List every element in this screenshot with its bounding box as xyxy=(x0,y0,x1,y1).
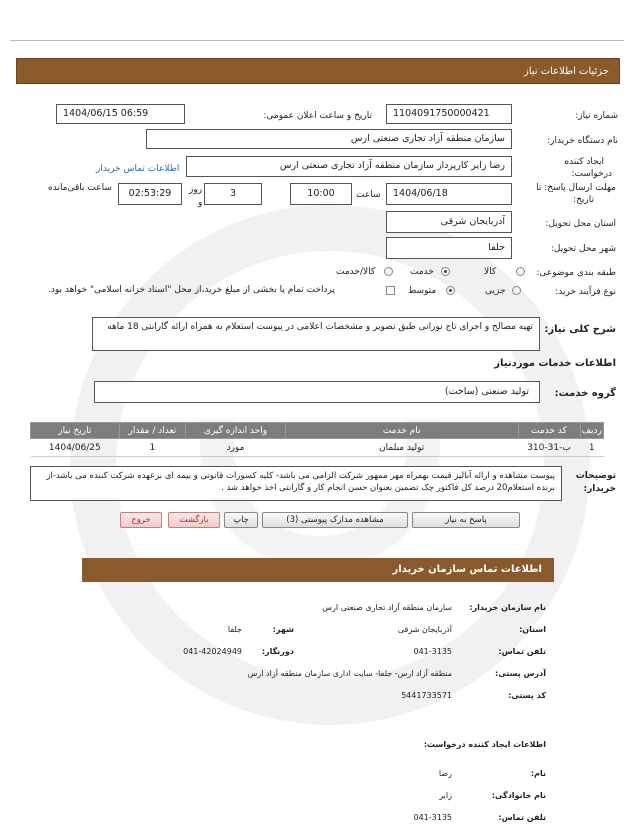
deadline-date-field: 1404/06/18 xyxy=(386,183,512,205)
process-option-medium: متوسط xyxy=(408,286,437,296)
service-group-label: گروه خدمت: xyxy=(554,388,616,399)
creator-family-value: زایر xyxy=(439,791,452,800)
contact-phone-value: 041-3135 xyxy=(413,647,452,656)
contact-phone-label: تلفن تماس: xyxy=(498,647,546,656)
buyer-notes-label-2: خریدار: xyxy=(583,484,616,494)
services-section-title: اطلاعات خدمات موردنیاز xyxy=(494,358,616,369)
contact-org-label: نام سازمان خریدار: xyxy=(469,603,546,612)
and-label: و xyxy=(198,198,203,208)
category-option-both: کالا/خدمت xyxy=(336,267,376,277)
creator-label-2: درخواست: xyxy=(571,169,612,179)
back-button[interactable]: بازگشت xyxy=(168,512,220,528)
process-radio-minor[interactable] xyxy=(512,286,521,295)
city-field: جلفا xyxy=(386,237,512,259)
need-number-field: 1104091750000421 xyxy=(386,104,512,124)
contact-city-value: جلفا xyxy=(227,625,242,634)
creator-field: رضا زایر کارپرداز سازمان منطقه آزاد تجاری صنعتی ارس xyxy=(186,156,512,177)
category-radio-goods[interactable] xyxy=(516,267,525,276)
deadline-label: مهلت ارسال پاسخ: تا xyxy=(536,183,616,193)
description-label: شرح کلی نیاز: xyxy=(544,324,616,335)
city-label: شهر محل تحویل: xyxy=(550,244,616,254)
days-field: 3 xyxy=(204,183,262,205)
cell-unit: مورد xyxy=(186,439,286,457)
payment-note: پرداخت تمام یا بخشی از مبلغ خرید،از محل "اسناد خزانه اسلامی" خواهد بود. xyxy=(48,285,336,295)
deadline-label-2: تاریخ: xyxy=(573,195,594,205)
col-unit: واحد اندازه گیری xyxy=(186,423,286,439)
buyer-notes-field: پیوست مشاهده و ارائه آنالیز قیمت بهمراه مهر ممهور شرکت الزامی می باشد- کلیه کسورات قانونی و بیمه ای برعهده شرکت کننده می باشد-از برنده استعلام20 درصد کل فاکتور چک تضمین بعنوان حسن انجام کار و گارانتی اخذ خواهد شد . xyxy=(30,466,562,501)
remaining-label: ساعت باقی‌مانده xyxy=(48,183,112,193)
top-divider xyxy=(10,40,624,41)
buyer-label: نام دستگاه خریدار: xyxy=(547,136,618,146)
province-field: آذربایجان شرقی xyxy=(386,211,512,233)
page-header xyxy=(16,58,620,84)
treasury-checkbox[interactable] xyxy=(386,286,395,295)
contact-address-label: آدرس پستی: xyxy=(495,669,546,678)
cell-code: ب-31-310 xyxy=(518,439,580,457)
cell-row: 1 xyxy=(580,439,603,457)
buyer-contact-link[interactable]: اطلاعات تماس خریدار xyxy=(96,164,180,174)
contact-address-value: منطقه آزاد ارس- جلفا- سایت اداری سازمان منطقه آزاد ارس xyxy=(247,669,452,678)
contact-postal-value: 5441733571 xyxy=(401,691,452,700)
page-title: جزئیات اطلاعات نیاز xyxy=(523,66,609,77)
contact-province-label: استان: xyxy=(519,625,546,634)
col-qty: تعداد / مقدار xyxy=(119,423,185,439)
creator-phone-label: تلفن تماس: xyxy=(498,813,546,822)
contact-province-value: آذربایجان شرقی xyxy=(397,625,452,634)
cell-date: 1404/06/25 xyxy=(31,439,120,457)
category-radio-both[interactable] xyxy=(384,267,393,276)
days-label: روز xyxy=(189,185,203,195)
service-group-field: تولید صنعتی (ساخت) xyxy=(94,381,540,403)
announce-field: 1404/06/15 06:59 xyxy=(56,104,185,124)
announce-label: تاریخ و ساعت اعلان عمومی: xyxy=(263,111,372,121)
attachments-button[interactable]: مشاهده مدارک پیوستی (3) xyxy=(262,512,408,528)
table-row xyxy=(31,439,604,457)
creator-phone-value: 041-3135 xyxy=(413,813,452,822)
buyer-notes-label: توضیحات xyxy=(575,471,616,481)
category-radio-service[interactable] xyxy=(441,267,450,276)
creator-name-label: نام: xyxy=(530,769,546,778)
cell-qty: 1 xyxy=(119,439,185,457)
col-row: ردیف xyxy=(580,423,603,439)
category-option-goods: کالا xyxy=(484,267,497,277)
process-option-minor: جزیی xyxy=(485,286,506,296)
contact-fax-value: 041-42024949 xyxy=(183,647,242,656)
category-option-service: خدمت xyxy=(410,267,434,277)
creator-info-title: اطلاعات ایجاد کننده درخواست: xyxy=(423,740,546,749)
reply-button[interactable]: پاسخ به نیاز xyxy=(412,512,520,528)
services-table xyxy=(30,422,604,457)
deadline-time-field: 10:00 xyxy=(290,183,352,205)
creator-family-label: نام خانوادگی: xyxy=(491,791,546,800)
province-label: استان محل تحویل: xyxy=(545,219,616,229)
cell-name: تولید مبلمان xyxy=(285,439,518,457)
contact-header xyxy=(82,558,554,582)
contact-fax-label: دورنگار: xyxy=(261,647,294,656)
contact-city-label: شهر: xyxy=(272,625,294,634)
contact-postal-label: کد پستی: xyxy=(508,691,546,700)
col-date: تاریخ نیاز xyxy=(31,423,120,439)
contact-org-value: سازمان منطقه آزاد تجاری صنعتی ارس xyxy=(322,603,452,612)
exit-button[interactable]: خروج xyxy=(120,512,162,528)
category-label: طبقه بندی موضوعی: xyxy=(536,268,616,278)
col-code: کد خدمت xyxy=(518,423,580,439)
buyer-field: سازمان منطقه آزاد تجاری صنعتی ارس xyxy=(146,129,512,149)
creator-name-value: رضا xyxy=(438,769,452,778)
col-name: نام خدمت xyxy=(285,423,518,439)
table-header-row xyxy=(31,423,604,439)
process-label: نوع فرآیند خرید: xyxy=(555,287,616,297)
creator-label: ایجاد کننده xyxy=(564,157,604,167)
deadline-time-label: ساعت xyxy=(356,190,381,200)
remaining-time-field: 02:53:29 xyxy=(118,183,182,205)
need-number-label: شماره نیاز: xyxy=(575,111,618,121)
description-field: تهیه مصالح و اجرای تاج نورانی طبق تصویر و مشخصات اعلامی در پیوست استعلام به همراه ارائه گارانتی 18 ماهه xyxy=(92,317,540,351)
print-button[interactable]: چاپ xyxy=(224,512,258,528)
contact-title: اطلاعات تماس سازمان خریدار xyxy=(392,564,542,575)
process-radio-medium[interactable] xyxy=(446,286,455,295)
